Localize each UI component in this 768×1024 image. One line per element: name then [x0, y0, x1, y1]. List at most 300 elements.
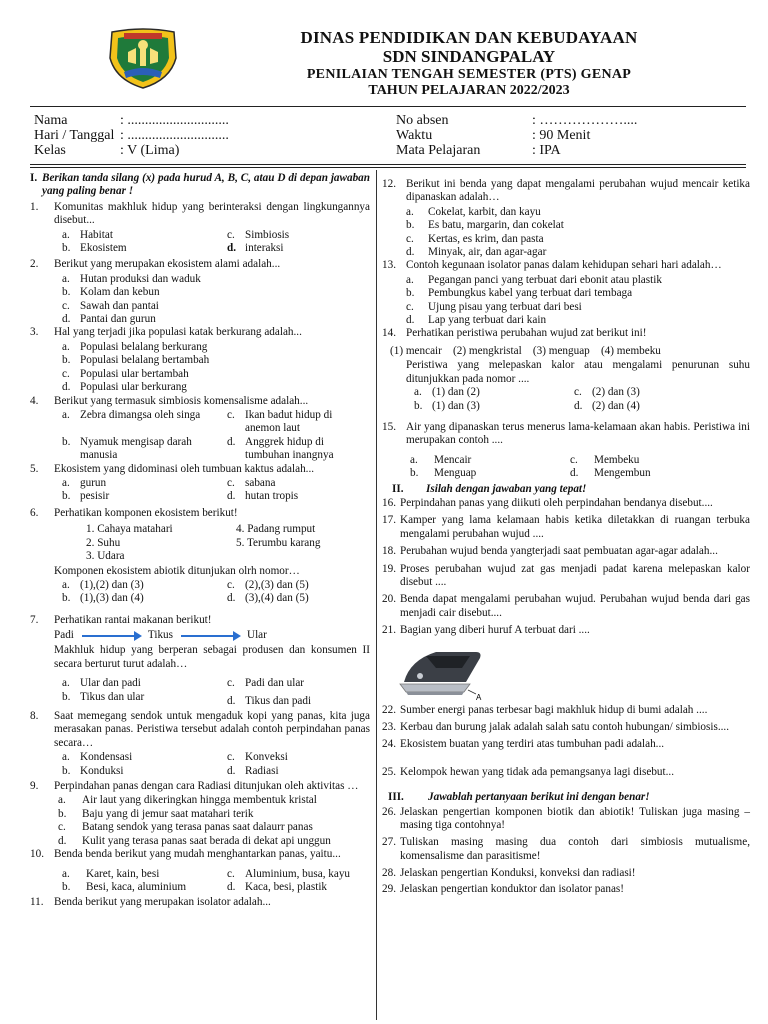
- option-text: (1) dan (2): [432, 386, 480, 399]
- section-2-title: Isilah dengan jawaban yang tepat!: [426, 482, 587, 495]
- option-text: Ikan badut hidup di anemon laut: [245, 408, 333, 435]
- section-1-number: I.: [30, 172, 38, 184]
- option-letter: a.: [406, 273, 414, 286]
- option-text: Tikus dan ular: [80, 690, 145, 703]
- section-3-number: III.: [388, 791, 404, 804]
- option-letter: c.: [62, 299, 70, 312]
- option-letter: d.: [570, 467, 579, 480]
- option-text: Populasi belalang berkurang: [80, 340, 208, 353]
- option-text: Habitat: [80, 228, 113, 241]
- option-b[interactable]: [410, 467, 570, 480]
- option-letter: b.: [58, 807, 67, 820]
- column-divider: [376, 170, 377, 1020]
- option-a[interactable]: [62, 751, 227, 764]
- question-26: [382, 806, 750, 833]
- option-text: Kulit yang terasa panas saat berada di dekat api unggun: [82, 834, 331, 847]
- question-18: [382, 545, 750, 558]
- question-12: [382, 178, 750, 205]
- option-letter: d.: [227, 592, 236, 605]
- option-d[interactable]: [227, 436, 370, 463]
- question-3: [30, 326, 370, 339]
- option-text: (2) dan (3): [592, 386, 640, 399]
- option-letter: d.: [574, 399, 583, 412]
- question-7-prompt: Makhluk hidup yang berperan sebagai produsen dan konsumen II secara berturut turut adalah…: [54, 644, 370, 670]
- option-a[interactable]: [62, 273, 370, 286]
- question-2-options: [62, 273, 370, 327]
- option-text: (2) dan (4): [592, 399, 640, 412]
- option-text: Anggrek hidup di tumbuhan inangnya: [245, 435, 334, 462]
- option-text: Zebra dimangsa oleh singa: [80, 408, 201, 421]
- question-number: 2.: [30, 258, 39, 271]
- option-text: Pegangan panci yang terbuat dari ebonit atau plastik: [428, 273, 662, 286]
- option-letter: c.: [227, 408, 235, 421]
- electric-iron-image: [396, 642, 486, 702]
- option-letter: b.: [406, 287, 415, 300]
- option-c[interactable]: [227, 751, 370, 764]
- question-12-options: [406, 206, 750, 260]
- option-d[interactable]: [227, 592, 370, 605]
- question-13-options: [406, 274, 750, 328]
- option-letter: b.: [406, 219, 415, 232]
- option-text: Batang sendok yang terasa panas saat dalaurr panas: [82, 821, 313, 834]
- option-text: gurun: [80, 476, 107, 489]
- mapel-label: Mata Pelajaran: [396, 143, 481, 158]
- nama-label: Nama: [34, 113, 68, 128]
- question-number: 1.: [30, 200, 39, 213]
- question-text: Proses perubahan wujud zat gas menjadi padat karena melepaskan kalor disebut ....: [400, 562, 750, 588]
- option-letter: b.: [62, 880, 71, 893]
- question-15: [382, 421, 750, 448]
- question-number: 18.: [382, 545, 396, 558]
- question-23: [382, 721, 750, 734]
- option-b[interactable]: [62, 242, 227, 255]
- option-text: Tikus dan padi: [245, 694, 312, 707]
- option-letter: c.: [227, 476, 235, 489]
- right-column: [382, 172, 750, 897]
- header-school: SDN SINDANGPALAY: [382, 47, 556, 66]
- question-21: [382, 624, 750, 637]
- option-letter: c.: [227, 867, 235, 880]
- question-text: Perhatikan rantai makanan berikut!: [54, 613, 212, 626]
- question-text: Ekosistem buatan yang terdiri atas tumbuhan padi adalah...: [400, 738, 665, 751]
- option-letter: a.: [62, 867, 70, 880]
- option-a[interactable]: [414, 386, 574, 399]
- option-a[interactable]: [62, 477, 227, 490]
- option-b[interactable]: [62, 592, 227, 605]
- question-number: 3.: [30, 326, 39, 339]
- option-letter: a.: [62, 272, 70, 285]
- option-text: Populasi ular bertambah: [80, 367, 189, 380]
- option-letter: c.: [58, 821, 66, 834]
- question-text: Kamper yang lama kelamaan habis ketika diletakkan di ruangan terbuka mengalami perubahan wujud ....: [400, 514, 750, 540]
- question-number: 15.: [382, 420, 396, 433]
- question-14: [382, 327, 750, 340]
- option-text: Populasi belalang bertambah: [80, 354, 210, 367]
- option-letter: c.: [62, 367, 70, 380]
- option-b[interactable]: [406, 219, 750, 232]
- option-d[interactable]: [227, 765, 370, 778]
- option-letter: d.: [406, 246, 415, 259]
- option-a[interactable]: [62, 341, 370, 354]
- document-header: [190, 28, 748, 99]
- option-letter: d.: [227, 242, 237, 255]
- option-text: Pembungkus kabel yang terbuat dari tembaga: [428, 287, 633, 300]
- option-letter: b.: [62, 435, 71, 448]
- section-3-heading: [388, 791, 750, 804]
- option-letter: d.: [227, 694, 236, 707]
- component-item: 5. Terumbu karang: [236, 536, 321, 549]
- option-letter: b.: [410, 467, 419, 480]
- info-divider-double: [30, 167, 746, 168]
- option-b[interactable]: [62, 354, 370, 367]
- food-chain-ular: Ular: [246, 629, 267, 641]
- option-letter: b.: [62, 286, 71, 299]
- option-text: Cokelat, karbit, dan kayu: [428, 205, 541, 218]
- option-text: Ular dan padi: [80, 677, 141, 690]
- option-text: (1),(3) dan (4): [80, 592, 144, 605]
- option-letter: d.: [58, 834, 67, 847]
- question-number: 19.: [382, 562, 396, 575]
- option-letter: b.: [62, 690, 71, 703]
- header-office: DINAS PENDIDIKAN DAN KEBUDAYAAN: [300, 28, 638, 47]
- option-a[interactable]: [62, 409, 227, 436]
- option-letter: c.: [227, 578, 235, 591]
- option-d[interactable]: [406, 314, 750, 327]
- hari-label: Hari / Tanggal: [34, 128, 115, 143]
- option-d[interactable]: [227, 881, 370, 894]
- question-number: 4.: [30, 394, 39, 407]
- option-letter: a.: [406, 205, 414, 218]
- option-c[interactable]: [570, 454, 750, 467]
- option-b[interactable]: [62, 286, 370, 299]
- option-c[interactable]: [574, 386, 750, 399]
- option-text: Konduksi: [80, 764, 124, 777]
- question-6-options: [62, 579, 370, 606]
- option-text: Mengembun: [594, 467, 651, 480]
- option-letter: d.: [406, 314, 415, 327]
- option-a[interactable]: [62, 229, 227, 242]
- question-2: [30, 258, 370, 271]
- option-text: Hutan produksi dan waduk: [80, 272, 201, 285]
- option-letter: c.: [574, 386, 582, 399]
- school-emblem-logo: [104, 28, 182, 90]
- option-text: (1),(2) dan (3): [80, 578, 144, 591]
- question-text: Berikut ini benda yang dapat mengalami perubahan wujud mencair ketika dipanaskan adalah…: [406, 178, 750, 204]
- option-letter: b.: [62, 764, 71, 777]
- option-letter: a.: [62, 751, 70, 764]
- question-number: 8.: [30, 710, 39, 723]
- option-text: Kolam dan kebun: [80, 286, 160, 299]
- question-number: 22.: [382, 703, 396, 716]
- food-chain-padi: Padi: [54, 629, 74, 641]
- absen-field[interactable]: : ………………....: [532, 113, 638, 128]
- question-27: [382, 836, 750, 863]
- option-c[interactable]: [406, 233, 750, 246]
- option-d[interactable]: [570, 467, 750, 480]
- question-text: Jelaskan pengertian konduktor dan isolator panas!: [400, 882, 624, 895]
- question-text: Kerbau dan burung jalak adalah salah satu contoh hubungan/ simbiosis....: [400, 721, 730, 733]
- option-letter: a.: [410, 453, 418, 466]
- option-c[interactable]: [227, 579, 370, 592]
- option-d[interactable]: [62, 381, 370, 394]
- option-c[interactable]: [62, 300, 370, 313]
- question-text: Benda dapat mengalami perubahan wujud. Perubahan wujud benda dari gas menjadi cair disebut....: [400, 593, 750, 619]
- section-1-heading: [30, 172, 370, 199]
- option-letter: d.: [227, 435, 236, 448]
- option-letter: d.: [62, 381, 71, 394]
- question-16: [382, 497, 750, 510]
- question-number: 7.: [30, 613, 39, 626]
- question-19: [382, 563, 750, 590]
- option-d[interactable]: [227, 691, 370, 708]
- option-text: Kaca, besi, plastik: [245, 880, 328, 893]
- option-letter: a.: [62, 228, 70, 241]
- question-7: [30, 614, 370, 627]
- question-24: [382, 738, 750, 751]
- question-text: Air yang dipanaskan terus menerus lama-kelamaan akan habis. Peristiwa ini merupakan contoh ....: [406, 420, 750, 447]
- option-letter: a.: [62, 340, 70, 353]
- option-letter: c.: [227, 751, 235, 764]
- question-6-prompt: Komponen ekosistem abiotik ditunjukan olrh nomor…: [54, 565, 300, 578]
- option-text: Kondensasi: [80, 751, 133, 764]
- option-text: Populasi ular berkurang: [80, 381, 187, 394]
- question-number: 5.: [30, 462, 39, 475]
- question-14-prompt: Peristiwa yang melepaskan kalor atau mengalami penurunan suhu ditunjukkan pada nomor ....: [406, 359, 750, 385]
- option-text: Karet, kain, besi: [86, 867, 160, 880]
- component-item: 1. Cahaya matahari: [86, 523, 173, 536]
- question-text: Perpindahan panas yang diikuti oleh perpindahan bendanya disebut....: [400, 496, 713, 509]
- component-item: 2. Suhu: [86, 536, 121, 549]
- question-text: Perubahan wujud benda yangterjadi saat pembuatan agar-agar adalah...: [400, 545, 718, 558]
- option-letter: a.: [414, 386, 422, 399]
- nama-field[interactable]: : .............................: [120, 113, 229, 128]
- option-a[interactable]: [58, 794, 370, 807]
- question-number: 10.: [30, 848, 44, 861]
- option-b[interactable]: [62, 490, 227, 503]
- question-text: Komunitas makhluk hidup yang berinteraksi dengan lingkungannya disebut...: [54, 200, 370, 227]
- option-letter: b.: [414, 399, 423, 412]
- option-d[interactable]: [406, 246, 750, 259]
- question-text: Saat memegang sendok untuk mengaduk kopi yang panas, kita juga merasakan panas. Peristiwa tersebut adalah contoh perpindahan panas secara…: [54, 710, 370, 749]
- option-a[interactable]: [62, 868, 227, 881]
- option-text: Lap yang terbuat dari kain: [428, 314, 547, 327]
- question-number: 29.: [382, 882, 396, 895]
- option-a[interactable]: [62, 677, 227, 690]
- question-5: [30, 463, 370, 476]
- food-chain-tikus: Tikus: [147, 629, 173, 641]
- option-a[interactable]: [410, 454, 570, 467]
- option-c[interactable]: [227, 477, 370, 490]
- option-text: Pantai dan gurun: [80, 313, 156, 326]
- option-b[interactable]: [62, 436, 227, 463]
- question-28: [382, 867, 750, 880]
- question-4-options: [62, 409, 370, 463]
- option-letter: d.: [227, 490, 236, 503]
- question-text: Tuliskan masing masing dua contoh dari simbiosis mutualisme, komensalisme dan parasitisme!: [400, 836, 750, 862]
- question-text: Contoh kegunaan isolator panas dalam kehidupan sehari hari adalah…: [406, 259, 722, 272]
- option-text: Minyak, air, dan agar-agar: [428, 246, 547, 259]
- option-a[interactable]: [406, 206, 750, 219]
- question-number: 20.: [382, 593, 396, 606]
- option-text: (3),(4) dan (5): [245, 592, 309, 605]
- question-20: [382, 593, 750, 620]
- question-1: [30, 201, 370, 228]
- question-number: 13.: [382, 259, 396, 272]
- question-9: [30, 780, 370, 793]
- question-13: [382, 259, 750, 272]
- option-text: Ekosistem: [80, 242, 127, 255]
- question-29: [382, 883, 750, 896]
- waktu-label: Waktu: [396, 128, 433, 143]
- option-letter: b.: [62, 354, 71, 367]
- option-text: (2),(3) dan (5): [245, 578, 309, 591]
- option-b[interactable]: [406, 287, 750, 300]
- option-d[interactable]: [227, 490, 370, 503]
- question-5-options: [62, 477, 370, 504]
- option-letter: a.: [62, 476, 70, 489]
- question-number: 24.: [382, 738, 396, 751]
- option-d[interactable]: [574, 400, 750, 413]
- question-8-options: [62, 751, 370, 778]
- option-c[interactable]: [227, 229, 370, 242]
- question-text: Ekosistem yang didominasi oleh tumbuan kaktus adalah...: [54, 462, 315, 475]
- option-letter: c.: [406, 300, 414, 313]
- question-1-options: [62, 229, 370, 256]
- option-text: Nyamuk mengisap darah manusia: [80, 435, 192, 462]
- option-text: (1) dan (3): [432, 399, 480, 412]
- option-b[interactable]: [62, 765, 227, 778]
- option-letter: a.: [62, 408, 70, 421]
- option-c[interactable]: [62, 368, 370, 381]
- question-7-options: [62, 677, 370, 708]
- question-number: 6.: [30, 506, 39, 519]
- section-1-title: Berikan tanda silang (x) pada hurud A, B, C, atau D di depan jawaban yang paling benar !: [42, 172, 370, 198]
- option-text: Air laut yang dikeringkan hingga membentuk kristal: [82, 794, 317, 807]
- option-letter: a.: [58, 794, 66, 807]
- option-c[interactable]: [227, 868, 370, 881]
- option-text: Besi, kaca, aluminium: [86, 880, 187, 893]
- question-6: [30, 507, 370, 520]
- question-14-list: (1) mencair (2) mengkristal (3) menguap (4) membeku: [390, 344, 661, 357]
- question-text: Benda berikut yang merupakan isolator adalah...: [54, 896, 271, 909]
- option-text: Ujung pisau yang terbuat dari besi: [428, 300, 582, 313]
- option-text: hutan tropis: [245, 490, 299, 503]
- left-column: [30, 172, 370, 911]
- option-text: Simbiosis: [245, 228, 290, 241]
- option-text: Konveksi: [245, 751, 288, 764]
- option-text: Membeku: [594, 453, 640, 466]
- option-c[interactable]: [406, 301, 750, 314]
- question-number: 17.: [382, 514, 396, 527]
- option-letter: d.: [227, 880, 236, 893]
- question-text: Perhatikan peristiwa perubahan wujud zat berikut ini!: [406, 327, 647, 340]
- section-3-title: Jawablah pertanyaan berikut ini dengan benar!: [428, 791, 650, 804]
- student-info: [34, 113, 746, 158]
- option-c[interactable]: [227, 409, 370, 436]
- iron-icon: [396, 642, 486, 702]
- question-text: Jelaskan pengertian Konduksi, konveksi dan radiasi!: [400, 867, 636, 880]
- question-15-options: [410, 454, 750, 481]
- kelas-value: : V (Lima): [120, 143, 180, 158]
- option-a[interactable]: [62, 579, 227, 592]
- option-b[interactable]: [62, 881, 227, 894]
- question-4: [30, 395, 370, 408]
- question-number: 21.: [382, 624, 396, 637]
- question-3-options: [62, 341, 370, 395]
- question-text: Kelompok hewan yang tidak ada pemangsanya lagi disebut...: [400, 765, 675, 778]
- option-letter: a.: [62, 578, 70, 591]
- info-divider: [30, 164, 746, 165]
- option-text: interaksi: [245, 242, 284, 255]
- food-chain: [54, 629, 370, 642]
- question-10-options: [62, 868, 370, 895]
- option-b[interactable]: [62, 691, 227, 708]
- option-letter: c.: [406, 232, 414, 245]
- question-14-options: [414, 386, 750, 413]
- question-number: 25.: [382, 765, 396, 778]
- question-11: [30, 896, 370, 909]
- question-number: 11.: [30, 896, 44, 909]
- question-text: Benda benda berikut yang mudah menghantarkan panas, yaitu...: [54, 848, 341, 861]
- question-25: [382, 766, 750, 779]
- section-2-heading: [392, 483, 750, 496]
- header-divider: [30, 106, 746, 107]
- question-text: Berikut yang termasuk simbiosis komensalisme adalah...: [54, 394, 309, 407]
- option-letter: b.: [62, 592, 71, 605]
- option-letter: c.: [227, 228, 235, 241]
- question-text: Jelaskan pengertian komponen biotik dan abiotik! Tuliskan juga masing – masing tiga contohnya!: [400, 805, 750, 832]
- option-text: Sawah dan pantai: [80, 299, 159, 312]
- question-number: 16.: [382, 496, 396, 509]
- question-text: Berikut yang merupakan ekosistem alami adalah...: [54, 258, 281, 271]
- header-year: TAHUN PELAJARAN 2022/2023: [368, 83, 570, 98]
- question-text: Perhatikan komponen ekosistem berikut!: [54, 506, 238, 519]
- option-text: Es batu, margarin, dan cokelat: [428, 219, 564, 232]
- option-text: Padi dan ular: [245, 677, 305, 690]
- question-number: 9.: [30, 780, 39, 793]
- option-letter: a.: [62, 677, 70, 690]
- hari-field[interactable]: : .............................: [120, 128, 229, 143]
- option-d[interactable]: [58, 835, 370, 848]
- waktu-value: : 90 Menit: [532, 128, 591, 143]
- question-number: 12.: [382, 178, 396, 190]
- option-d[interactable]: [227, 242, 370, 255]
- option-letter: d.: [62, 313, 71, 326]
- question-number: 23.: [382, 721, 396, 733]
- question-number: 14.: [382, 327, 396, 340]
- option-text: sabana: [245, 476, 276, 489]
- option-b[interactable]: [58, 808, 370, 821]
- option-b[interactable]: [414, 400, 574, 413]
- option-c[interactable]: [58, 821, 370, 834]
- option-text: Radiasi: [245, 764, 279, 777]
- mapel-value: : IPA: [532, 143, 561, 158]
- header-exam: PENILAIAN TENGAH SEMESTER (PTS) GENAP: [306, 67, 632, 82]
- component-item: 3. Udara: [86, 549, 125, 562]
- question-text: Perpindahan panas dengan cara Radiasi ditunjukan oleh aktivitas …: [54, 780, 359, 793]
- option-text: Kertas, es krim, dan pasta: [428, 232, 544, 245]
- question-text: Sumber energi panas terbesar bagi makhluk hidup di bumi adalah ....: [400, 703, 708, 716]
- option-d[interactable]: [62, 313, 370, 326]
- option-text: Aluminium, busa, kayu: [245, 867, 351, 880]
- absen-label: No absen: [396, 113, 449, 128]
- option-letter: d.: [227, 764, 236, 777]
- option-c[interactable]: [227, 677, 370, 690]
- option-letter: b.: [62, 490, 71, 503]
- option-a[interactable]: [406, 274, 750, 287]
- kelas-label: Kelas: [34, 143, 66, 158]
- question-number: 27.: [382, 836, 396, 849]
